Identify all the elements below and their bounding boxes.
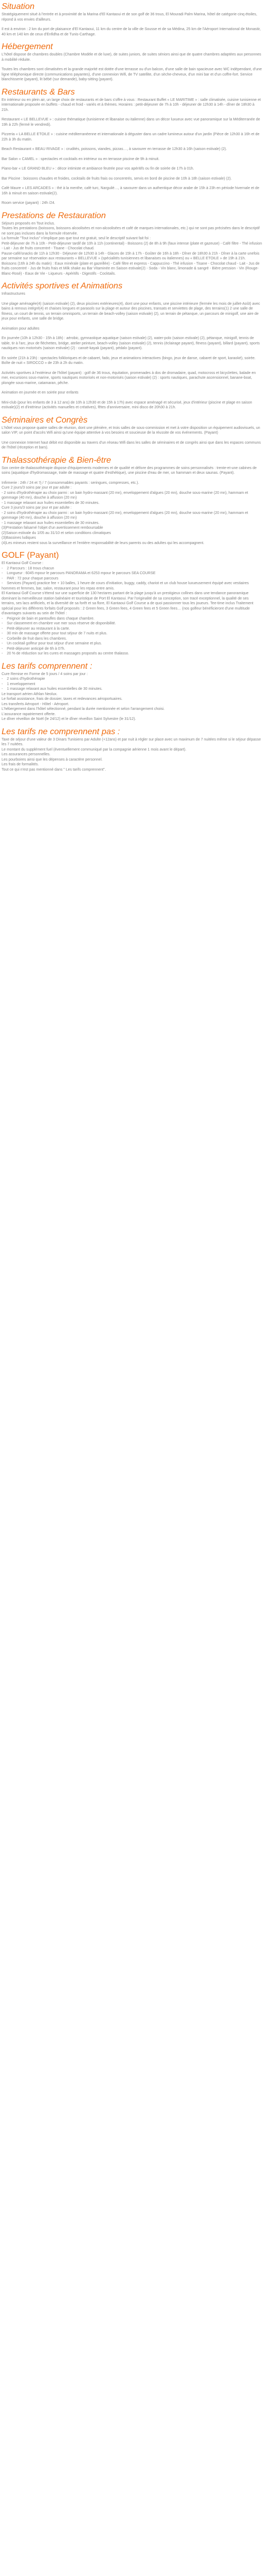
paragraph: Room service (payant) : 24h /24. <box>2 201 55 205</box>
paragraph: Son centre de thalassothérapie dispose d'équipements modernes et de qualité et délivre des programmes de soins personnalisés : trente-et-une cabines de soins (aquatique d'hydromassage, traite de massage et quatre d'esthétique), une piscine d'eau de mer, un hammam et deux saunas. (Payant). <box>2 466 257 475</box>
list-item: - 30 min de massage offerte pour tout séjour de 7 nuits et plus. <box>2 632 108 635</box>
paragraph: (3)Prestation falsarné l'objet d'un avertissement remboursable <box>2 526 103 530</box>
paragraph: Toutes les chambres sont climatisées et la grande majorité est dotée d'une terrasse ou d'un balcon, d'une salle de bain spacieuse avec WC indépendant, d'une ligne téléphonique directe (communications payantes), d'une connexion Wifi, de TV satellite, d'un sèche-cheveux, d'un mini bar et d'un coffre-fort. Service blanchisserie (payant), lit bébé (sur demande), baby-sitting (payant). <box>2 68 262 81</box>
section-title-hebergement: Hébergement <box>2 42 53 51</box>
list-item: - 20 % de réduction sur les cures et massages proposés au centre thalasso. <box>2 652 129 655</box>
paragraph: Tout ce qui n'est pas mentionné dans " Les tarifs comprennent". <box>2 767 106 772</box>
list-item: - 2 soins d'hydrothérapie <box>2 677 45 681</box>
page-content <box>0 0 264 772</box>
paragraph: L'hébergement dans l'hôtel sélectionné, pendant la durée mentionnée et selon l'arrangement choisi. <box>2 707 165 711</box>
section-title-activites: Activités sportives et Animations <box>2 282 122 291</box>
section-title-restaurants: Restaurants & Bars <box>2 87 75 97</box>
list-item: - Peignoir de bain et pantoufles dans chaque chambre. <box>2 616 95 621</box>
paragraph: L'hôtel dispose de chambres doubles (Chambre Modèle et de luxe), de suites juniors, de suites séniors ainsi que de quatre chambres adaptées aux personnes à mobilité réduite. <box>2 53 261 62</box>
paragraph: Cure 3 jours/3 soins par jour et par adulte : <box>2 506 72 510</box>
paragraph: Les transferts Aéroport - Hôtel - Aéroport. <box>2 702 70 706</box>
list-item: - Longueur : 6045 mpour le parcours PANORAMA et 6253 mpour le parcours SEA COURSE <box>2 572 156 575</box>
paragraph: Café Maure « LES ARCADES » : thé à la menthe, café turc, Narguilé…, à savourer dans un authentique décor arabe de 15h à 23h en période hivernale et de 16h à minuit en saison estivale(2). <box>2 186 259 195</box>
list-item: - Un cocktail golfeur pour tout séjour d'une semaine et plus. <box>2 642 102 645</box>
section-title-thalasso: Thalassothérapie & Bien-être <box>2 455 111 465</box>
section-title-non-inclus: Les tarifs ne comprennent pas : <box>2 727 120 736</box>
list-item: - 1 enveloppement <box>2 682 35 686</box>
list-item: - Sur classement en chambre vue mer sous réserve de disponibilité. <box>2 622 116 625</box>
list-item: - Petit-déjeuner au restaurant à la carte. <box>2 626 70 631</box>
paragraph: L'assurance rapatriement offerte. <box>2 712 56 716</box>
paragraph: Une plage aménagée(4) (saison estivale) (2), deux piscines extérieures(4), dont une pour enfants, une piscine intérieure (fermée les mois de juillet-Août) avec bains à remous intégré(4) et chaises longues et parasols sur la plage et autour des piscines, transats et serviettes de plage, des terrains(1) 2 une salle de fitness, un court de tennis, un terrain omnisports, un terrain de beach-volley (saison estivale) (2), un terrain de pétanque, un parcours de minigolf, une aire de jeux pour enfants, une salle de bridge. <box>2 302 260 321</box>
paragraph: Animation pour adultes <box>2 326 40 331</box>
paragraph: Piano-bar « LE GRAND BLEU » : décor intimiste et ambiance feutrée pour vos apéritifs ou fin de soirée de 17h à 01h. <box>2 167 194 171</box>
paragraph: Bar Salon « CAMEL » : spectacles et cocktails en intérieur ou en terrasse piscine de 9h à minuit. <box>2 157 159 161</box>
paragraph: Petit-déjeuner de 7h à 10h - Petit-déjeuner tardif de 10h à 11h (continental) - Boissons (2) de 8h à 9h (faux intense (plate et gazeuse) - Café filtre - Thé infusion - Lait - Jus de fruits concentré - Tisane - Chocolat chaud. <box>2 241 262 250</box>
paragraph: (3)Bassines ludiques <box>2 536 36 540</box>
paragraph: - 2 soins d'hydrothérapie au choix parmi : un bain hydro-massant (20 mn), enveloppement d'algues (20 mn), douche sous-marine (20 mn), hammam et gommage (40 mn), douche à affusion (20 mn) <box>2 511 248 520</box>
paragraph: Il est à environ : 2 km du port de plaisance d'El Kantaoui, 11 km du centre de la ville de Sousse et de sa Médina, 25 km de l'Aéroport International de Monastir, 40 km et 140 km de ceux d'Enfidha et de Tunis-Carthage. <box>2 27 261 36</box>
paragraph: Stratégiquement situé à l'entrée et à proximité de la Marina d'El Kantaoui et de son golf de 36 trous, El Mouradi Palm Marina, hôtel de catégorie cinq étoiles, répond à vos envies d'ailleurs. <box>2 13 258 22</box>
paragraph: Les pourboires ainsi que les dépenses à caractère personnel. <box>2 757 103 762</box>
paragraph: Les frais de formalités. <box>2 763 39 766</box>
golf-advantages-list <box>0 616 264 657</box>
section-title-golf: GOLF (Payant) <box>2 551 59 560</box>
paragraph: En journée (10h à 12h30 - 15h à 18h) : aérobic, gymnastique aquatique (saison estivale) (2), water-polo (saison estivale) (2), pétanque, minigolf, tennis de table, tir à l'arc, jeux de fléchettes, bridge, atelier peinture, beach-volley (saison estivale) (2), tennis (éclairage payant), fitness (payant), billard (payant), sports nautiques non motorisés (saison estivale) (2) : canoë-kayak (payant), pédalo (payant). <box>2 336 260 350</box>
paragraph: Toutes les prestations (boissons, boissons alcoolisées et non-alcoolisées et café de marques internationales, etc.) qui ne sont pas précisées dans le descriptif ne sont pas incluses dans la formule réservée. <box>2 227 260 236</box>
paragraph: Le forfait assistance, frais de dossier, taxes et redevances aéroportuaires. <box>2 697 122 701</box>
paragraph: Le dîner réveillon de Noël (le 24/12) et le dîner réveillon Saint Sylvestre (le 31/12). <box>2 717 136 721</box>
paragraph: - 1 massage relaxant aux huiles essentielles de 30 minutes. <box>2 521 100 525</box>
paragraph: El Kantaoui Golf Course : <box>2 561 43 565</box>
tarifs-list <box>0 677 264 692</box>
golf-list <box>0 566 264 592</box>
paragraph: Le transport aérien Athlan Neolux. <box>2 692 58 696</box>
paragraph: Taxe de séjour d'une valeur de 3 Dinars Tunisiens par Adulte (+12ans) et par nuit à régler sur place avec un maximum de 7 nuitées même si le séjour dépasse les 7 nuitées. <box>2 737 261 746</box>
list-item: - Petit-déjeuner anticipé de 6h à 07h. <box>2 647 65 651</box>
paragraph: - 1 massage relaxant aux huiles essentielles de 30 minutes. <box>2 501 100 505</box>
paragraph: (2)Saison estivale du 1/05 au 31/10 et selon conditions climatiques <box>2 531 111 535</box>
paragraph: Activités sportives à l'extérieur de l'hôtel (payant) : golf de 36 trous, équitation, promenades à dos de dromadaire, quad, motocross et bicyclettes, balade en mer, excursions sous-marine, sports nautiques motorisés et non-motorisés (saison estivale) (2) : sports nautiques, parachute ascensionnel, banane-boat, plongée sous-marine, catamaran, pêche. <box>2 371 256 385</box>
list-item: - 1 massage relaxant aux huiles essentielles de 30 minutes. <box>2 687 102 691</box>
section-title-seminaires: Séminaires et Congrès <box>2 415 88 425</box>
paragraph: Bar Piscine : boissons chaudes et froides, cocktails de fruits frais ou concentrés, servis en bord de piscine de 10h à 18h (saison estivale) (2). <box>2 176 232 181</box>
section-title-tarifs: Les tarifs comprennent : <box>2 661 92 671</box>
paragraph: Mini-club (pour les enfants de 3 à 12 ans) de 10h à 12h30 et de 15h à 17h) avec espace aménagé et sécurisé, jeux d'intérieur (piscine et plage en saison estivale)(2) et d'intérieur (activités manuelles et créatives), fêtes d'anniversaire, mini disco de 20h30 à 21h. <box>2 400 252 409</box>
paragraph: Animation en journée et en soirée pour enfants <box>2 391 79 395</box>
list-item: - PAR : 72 pour chaque parcours <box>2 576 59 580</box>
paragraph: L'hôtel vous propose quatre salles de réunion, dont une plénière, et trois salles de sous-commission et met à votre disposition un équipement audiovisuels, un salon VIP, un point d'accès Wifi ainsi qu'une équipe attentive à vos besoins et soucieuse de la réussite de vos événements. (Payant) <box>2 426 260 435</box>
paragraph: Restaurant « LE BELLEVUE » : cuisine thématique (tunisienne et libanaise ou italienne) dans un décor luxueux avec vue panoramique sur la Méditerranée de 19h à 22h (fermé le vendredi). <box>2 118 260 127</box>
section-title-situation: Situation <box>2 2 35 11</box>
list-item: - 2 Parcours : 18 trous chacun <box>2 566 54 570</box>
list-item: - Services (Payant) practice fee + 10 balles, 1 heure de cours d'initiation, buggy, caddy, chariot et un club house luxueusement équipé avec vestiaires hommes et femmes, bar, salon, restaurant pour les repas entre amis. <box>2 582 249 591</box>
paragraph: Beach Restaurant « BEAU RIVAGE » : crudités, poissons, viandes, pizzas…, à savourer en terrasse de 12h30 à 16h (saison estivale) (2). <box>2 147 227 151</box>
paragraph: Cure Remise en Forme de 5 jours / 4 soins par jour : <box>2 672 88 676</box>
paragraph: Le montant du supplément fuel (éventuellement communiqué par la compagnie aérienne 1 mois avant le départ). <box>2 747 186 752</box>
paragraph: - 2 soins d'hydrothérapie au choix parmi : un bain hydro-massant (20 mn), enveloppement d'algues (20 mn), douche sous-marine (20 mn), hammam et gommage (40 mn), douche à affusion (20 mn) <box>2 491 248 500</box>
paragraph: Cure 2 jours/3 soins par jour et par adulte : <box>2 486 72 490</box>
list-item: - Corbeille de fruit dans les chambres. <box>2 636 67 641</box>
paragraph: Une connexion Internet haut débit est disponible au travers d'un réseau Wifi dans les salles de séminaires et de congrès ainsi que dans les espaces communs de l'hôtel (réception et bars). <box>2 441 261 449</box>
paragraph: En intérieur ou en plein air, un large choix de restaurants et de bars s'offre à vous : Restaurant Buffet « LE MARITIME » : salle climatisée, cuisine tunisienne et internationale proposée en buffets - chaud et froid - variés et à thèmes. Horaires : petit-déjeuner de 7h à 10h - déjeuner de 12h30 à 14h - dîner de 18h30 à 21h. <box>2 98 261 112</box>
section-title-prestations: Prestations de Restauration <box>2 211 106 220</box>
paragraph: Infirmerie : 24h / 24 et 7j / 7 (consommables payants : seringues, compresses, etc.). <box>2 481 139 485</box>
paragraph: Boissons (16h à 24h du matin) : Eaux minérale (plate et gazeillée) - Café filtre et express - Cappuccino - Thé infusion - Tisane - Chocolat chaud - Lait - Jus de fruits concentré - Jus de fruits frais et Milk shake au Bar Vitaminée en Saison estivale(2) - Soda - Vin blanc, limonade & sangré - Bière pression - Vin (Rouge-Blanc-Rosé) - Eaux de Vie - Liqueurs - Apéritifs - Digestifs - Cocktails. <box>2 261 260 276</box>
paragraph: Séjours proposés en Tout inclus. <box>2 221 55 226</box>
paragraph: Les assurances personnelles. <box>2 753 51 756</box>
paragraph: En soirée (21h à 23h) : spectacles folkloriques et de cabaret, fado, jeux et animations interactives (bingo, jeux de danse, cabaret de sport, karaoké), soirée. Boîte de nuit « SIROCCO » de 23h à 2h du matin. <box>2 356 256 365</box>
paragraph: El Kantaoui Golf Course s'étend sur une superficie de 130 hectares partant de la plage jusqu'à un prestigieux collines dans une tendance panoramique dominant la merveilleuse station balnéaire et touristique de Port El Kantaoui. Par l'originalité de sa conception, son tracé exceptionnel, la qualité de ses terrains, ses lacs artificiels, et la diversité de sa forêt et sa flore, El Kantaoui Golf Course a de quoi passionner tous les joueurs. Tee-time inclus Traitement spécial pour les différents forfaits Golf proposés : 2 Green fees, 3 Green fees, 4 Green fees et 5 Green fees… (nos golfeur bénéficieront d'une multitude d'avantages suivants au sein de l'hôtel : <box>2 592 253 615</box>
paragraph: Infrastructures <box>2 292 25 296</box>
paragraph: La formule "Tout inclus" n'implique pas que tout est gratuit, seul le descriptif suivant fait foi : <box>2 237 151 240</box>
paragraph: (4)Les mineurs restent sous la surveillance et l'entière responsabilité de leurs parents ou des adultes qui les accompagnent. <box>2 541 204 545</box>
paragraph: Pizzeria « LA BELLE ETOILE » : cuisine méditerranéenne et internationale à déguster dans un cadre lumineux autour d'un jardin (Pièce de 12h30 à 16h et de 22h à 3h du matin. <box>2 133 260 142</box>
paragraph: Pause-café/snacks de 11h à 12h30 - Déjeuner de 12h30 à 14h - Glaces de 15h à 17h - Goûter de 16h à 18h - Dîner de 18h30 à 21h - Dîner à la carte unefois par semaine sur réservation aux restaurants « BELLEVUE » (spécialités tunisiennes et libanaises ou italiennes) ou « BELLE ETOILE » de 19h à 21h. <box>2 251 260 260</box>
